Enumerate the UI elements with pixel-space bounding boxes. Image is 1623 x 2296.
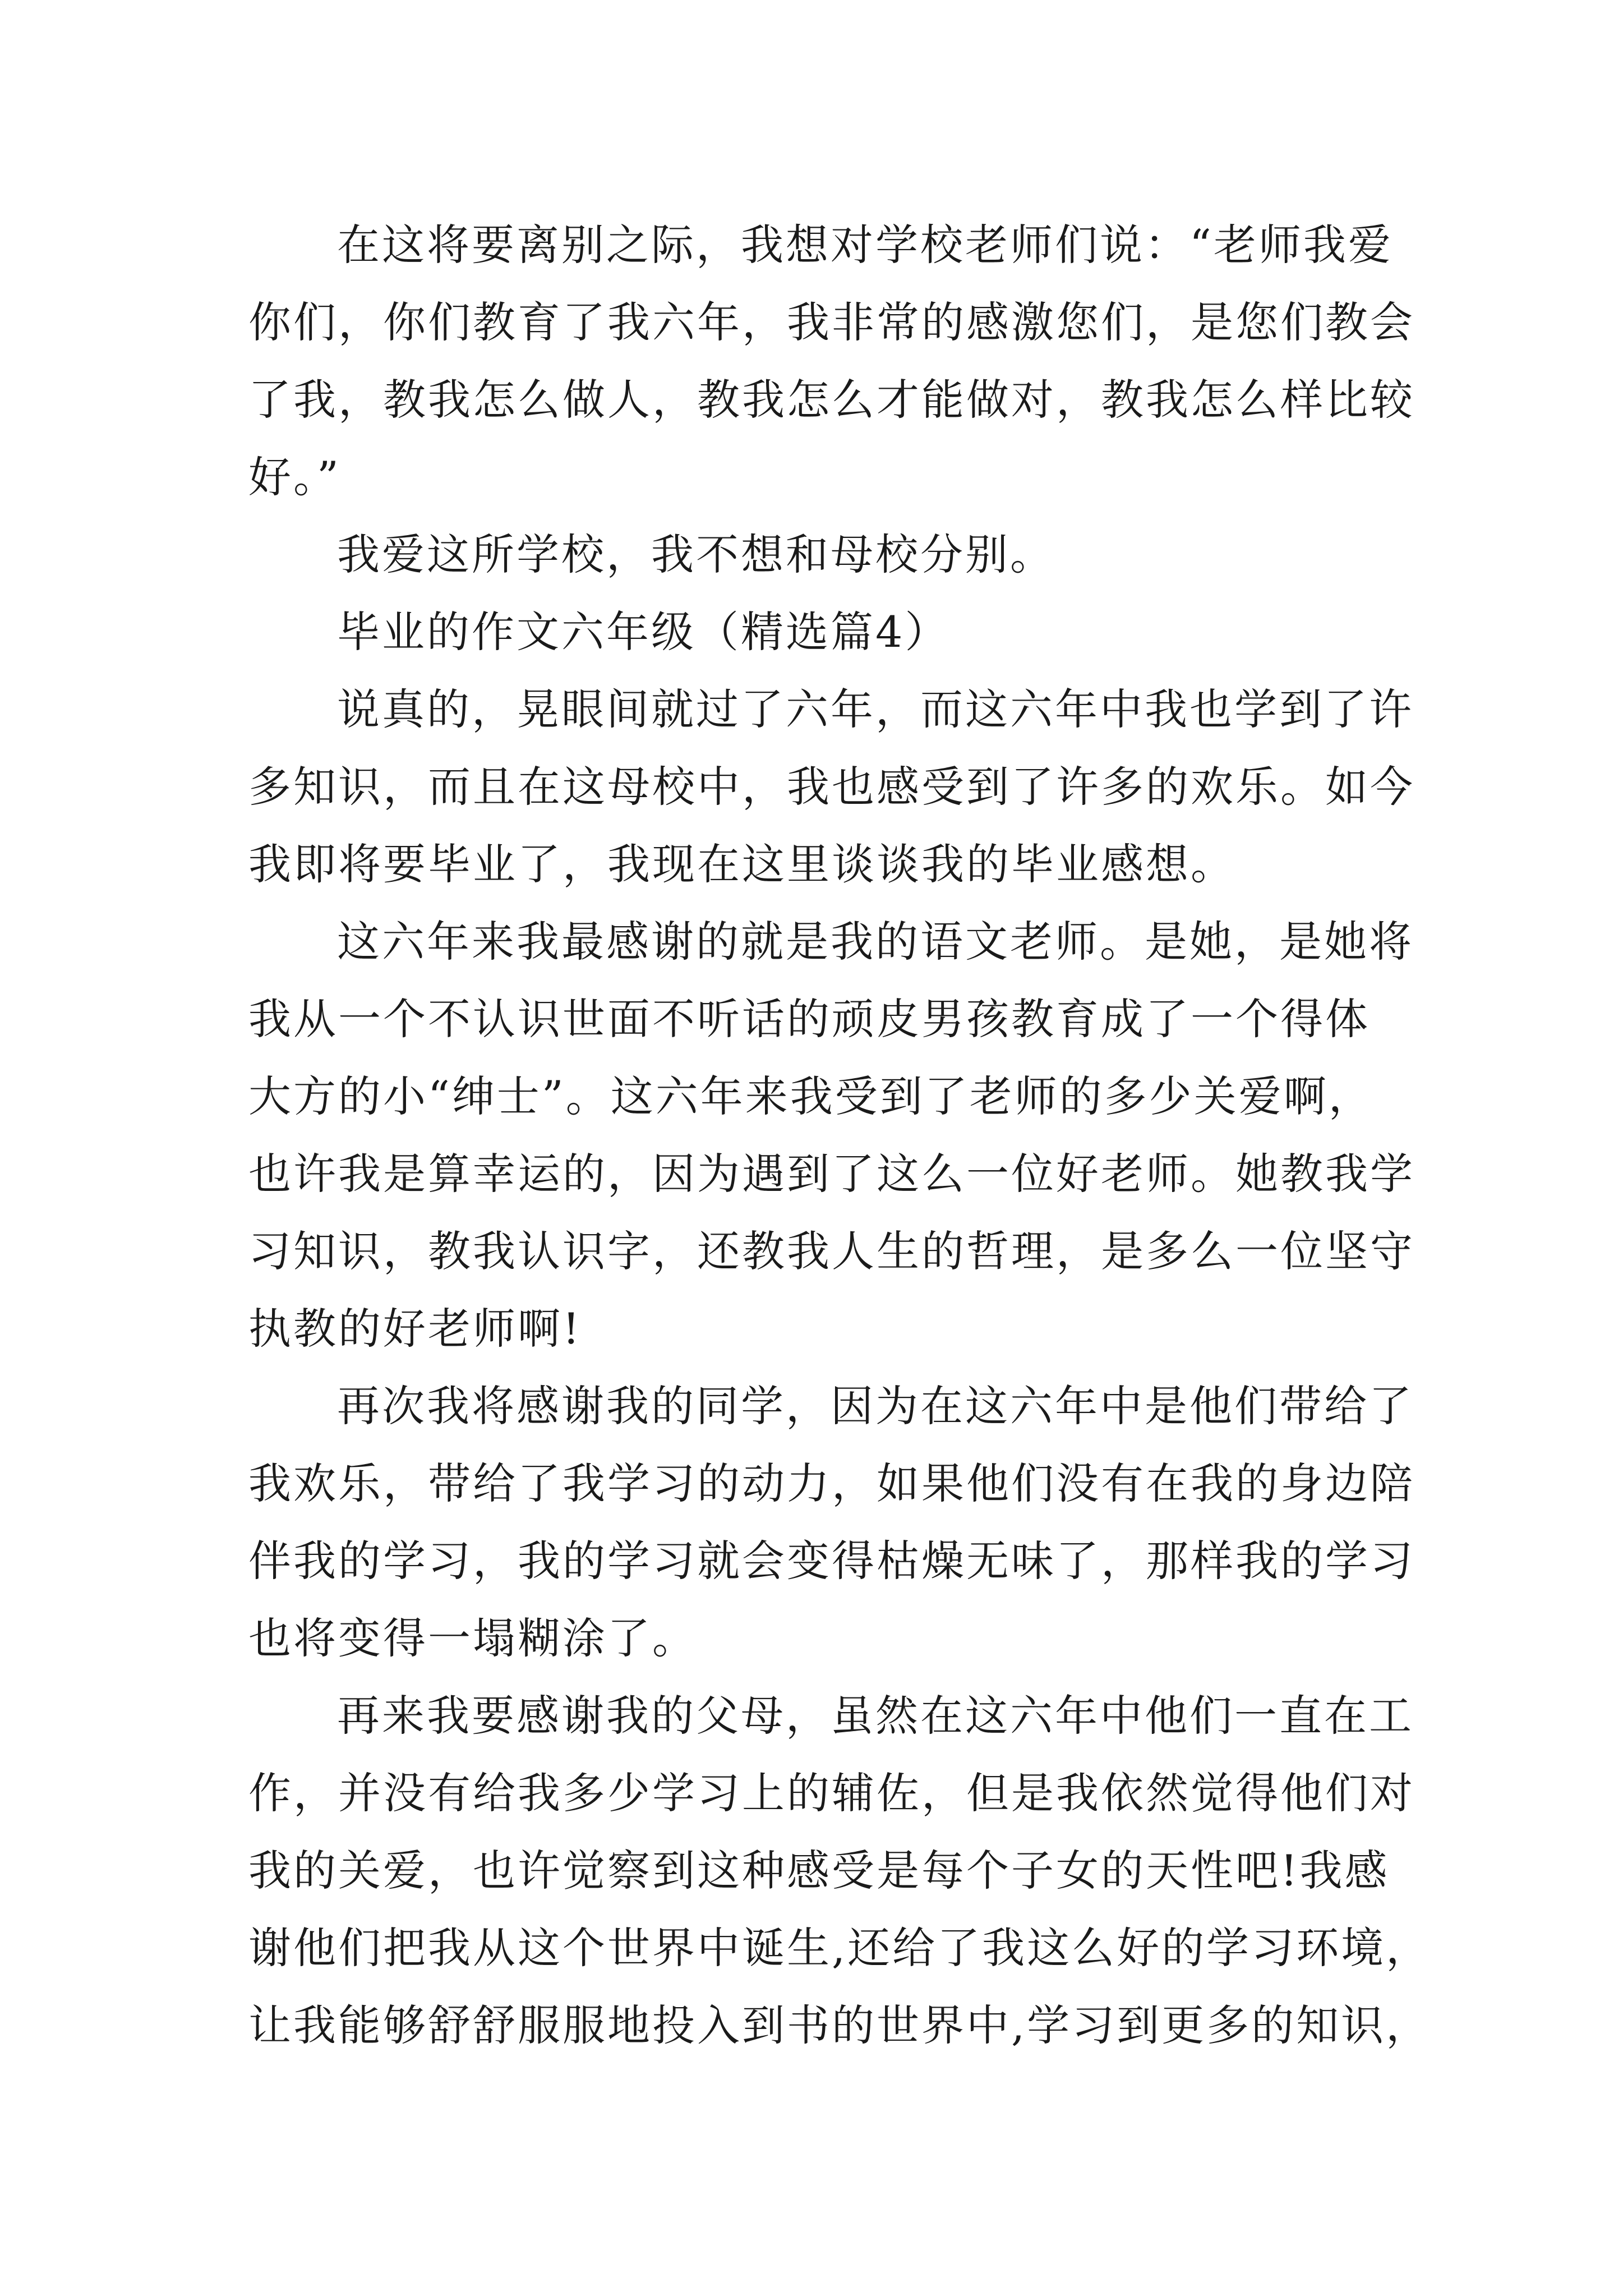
paragraph-farewell: [248, 206, 1415, 516]
text-line: 谢他们把我从这个世界中诞生,还给了我这么好的学习环境，: [248, 1923, 1431, 1973]
text-line: 多知识，而且在这母校中，我也感受到了许多的欢乐。如今: [248, 762, 1415, 812]
text-line: 再次我将感谢我的同学，因为在这六年中是他们带给了: [337, 1381, 1414, 1431]
text-line: 在这将要离别之际，我想对学校老师们说：“老师我爱: [337, 220, 1393, 270]
text-line: 我爱这所学校，我不想和母校分别。: [337, 530, 1055, 579]
text-line: 我欢乐，带给了我学习的动力，如果他们没有在我的身边陪: [248, 1458, 1415, 1508]
text-line: 我的关爱，也许觉察到这种感受是每个子女的天性吧!我感: [248, 1846, 1390, 1895]
paragraph-love-school: [248, 516, 1398, 593]
text-line: 我从一个不认识世面不听话的顽皮男孩教育成了一个得体: [248, 994, 1370, 1044]
text-line: 作，并没有给我多少学习上的辅佐，但是我依然觉得他们对: [248, 1768, 1415, 1818]
paragraph-parents: [248, 1677, 1431, 2064]
section-heading: [248, 593, 1398, 671]
text-line: 了我，教我怎么做人，教我怎么才能做对，教我怎么样比较: [248, 375, 1415, 425]
text-line: 毕业的作文六年级（精选篇4）: [337, 607, 950, 657]
text-line: 再来我要感谢我的父母，虽然在这六年中他们一直在工: [337, 1691, 1414, 1741]
text-line: 大方的小“绅士”。这六年来我受到了老师的多少关爱啊，: [248, 1071, 1373, 1121]
text-line: 说真的，晃眼间就过了六年，而这六年中我也学到了许: [337, 684, 1414, 734]
paragraph-intro: [248, 671, 1415, 903]
document-body: [248, 206, 1431, 2064]
text-line: 让我能够舒舒服服地投入到书的世界中,学习到更多的知识，: [248, 2000, 1431, 2050]
text-line: 伴我的学习，我的学习就会变得枯燥无味了，那样我的学习: [248, 1536, 1415, 1586]
text-line: 你们，你们教育了我六年，我非常的感激您们，是您们教会: [248, 297, 1415, 347]
text-line: 执教的好老师啊!: [248, 1304, 582, 1354]
text-line: 我即将要毕业了，我现在这里谈谈我的毕业感想。: [248, 839, 1235, 889]
text-line: 也将变得一塌糊涂了。: [248, 1613, 697, 1663]
text-line: 好。”: [248, 452, 341, 502]
paragraph-classmates: [248, 1368, 1415, 1677]
text-line: 习知识，教我认识字，还教我人生的哲理，是多么一位坚守: [248, 1226, 1415, 1276]
text-line: 这六年来我最感谢的就是我的语文老师。是她，是她将: [337, 917, 1414, 967]
paragraph-teacher: [248, 903, 1415, 1368]
text-line: 也许我是算幸运的，因为遇到了这么一位好老师。她教我学: [248, 1149, 1415, 1199]
